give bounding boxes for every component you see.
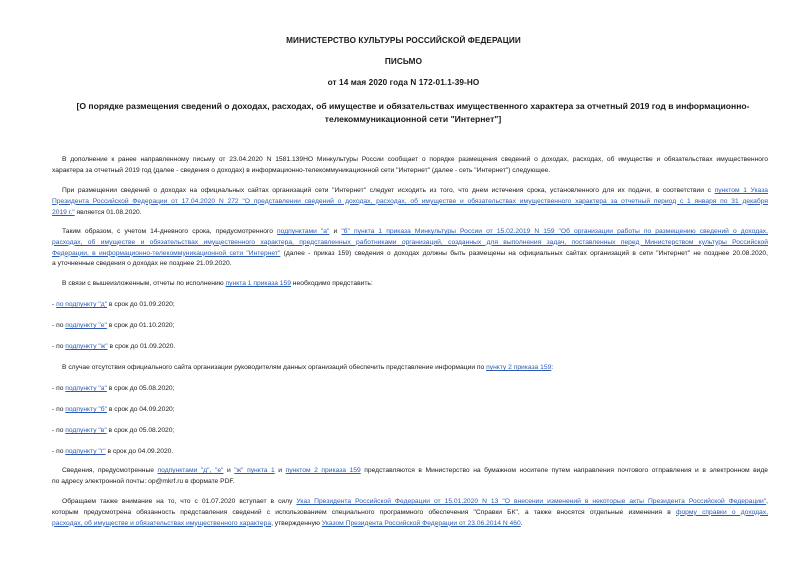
- link-ukaz-460[interactable]: Указом Президента Российской Федерации от 23.06.2014 N 460: [321, 519, 521, 527]
- link-ukaz-13[interactable]: Указ Президента Российской Федерации от 15.01.2020 N 13 "О внесении изменений в некоторые акты Президента Российской Федерации": [296, 498, 767, 505]
- list-item: [52, 447, 768, 458]
- text: представляются в Министерство на бумажном носителе путем направления почтового отправления и в электронном виде: [360, 467, 769, 474]
- text: является 01.08.2020.: [74, 208, 142, 216]
- text: - по: [52, 385, 66, 392]
- ministry-heading: МИНИСТЕРСТВО КУЛЬТУРЫ РОССИЙСКОЙ ФЕДЕРАЦИИ: [286, 36, 521, 45]
- document-date-number: от 14 мая 2020 года N 172-01.1-39-НО: [327, 78, 480, 87]
- link-subpoint-e[interactable]: подпункту "е": [65, 322, 107, 329]
- paragraph-line: по адресу электронной почты: op@mkrf.ru в формате PDF.: [52, 477, 235, 485]
- list-item-line: [52, 300, 768, 311]
- text: - по: [52, 406, 66, 413]
- paragraph-line: [52, 186, 768, 197]
- list-item-line: [52, 447, 768, 458]
- text: :: [551, 364, 554, 371]
- list-item-line: [52, 384, 768, 395]
- list-item: [52, 342, 768, 353]
- title-line: телекоммуникационной сети "Интернет"]: [324, 114, 502, 124]
- title-line: [О порядке размещения сведений о доходах, расходах, об имуществе и обязательствах имущественного характера за отчетный 2019 год в информационно-: [76, 101, 750, 111]
- link-subpoint-g[interactable]: подпункту "г": [65, 448, 106, 455]
- text: При размещении сведений о доходах на официальных сайтах организаций сети "Интернет" следует исходить из того, что днем истечения срока, установленного для их подачи, в соответствии с: [62, 187, 715, 194]
- link-ukaz-272[interactable]: Президента Российской Федерации от 17.04.2020 N 272 "О представлении сведений о доходах, расходах, об имуществе и обязательствах имущественного характера за отчетный период с 1 января по 31 декабря: [52, 197, 768, 205]
- text: в срок до 05.08.2020;: [106, 427, 175, 434]
- paragraph-deadline: [52, 186, 768, 218]
- paragraph-no-website: [52, 363, 768, 374]
- link-income-form[interactable]: форму справки о доходах,: [675, 508, 768, 516]
- link-order-159[interactable]: "б" пункта 1 приказа Минкультуры России от 15.02.2019 N 159 "Об организации работы по размещению сведений о доходах,: [341, 228, 769, 235]
- paragraph-line: [52, 238, 768, 249]
- paragraph-intro: [52, 155, 768, 177]
- link-subpoint-zh-point-1[interactable]: "ж" пункта 1: [234, 467, 275, 474]
- paragraph-order-159: [52, 227, 768, 270]
- text: Обращаем также внимание на то, что с 01.07.2020 вступает в силу: [62, 498, 297, 505]
- text: и: [274, 467, 286, 474]
- paragraph-attention: [52, 497, 768, 529]
- text: - по: [52, 427, 66, 434]
- text: в срок до 01.09.2020.: [107, 343, 176, 350]
- link-subpoint-v[interactable]: подпункту "в": [65, 427, 107, 434]
- text: и: [329, 228, 342, 235]
- text: Сведения, предусмотренные: [62, 467, 158, 474]
- text: (далее - приказ 159) сведения о доходах должны быть размещены на официальных сайтах организаций в сети "Интернет" не позднее 20.08.2020,: [280, 249, 768, 257]
- text: - по: [52, 343, 66, 350]
- link-point-1-order-159[interactable]: пункта 1 приказа 159: [225, 280, 291, 287]
- text: в срок до 04.09.2020;: [106, 406, 175, 413]
- paragraph-line: [52, 466, 768, 477]
- paragraph-line: [52, 279, 768, 290]
- text: -: [52, 301, 57, 308]
- text: в срок до 04.09.2020.: [105, 448, 174, 455]
- list-item: [52, 426, 768, 437]
- link-subpoint-d[interactable]: по подпункту "д": [56, 301, 108, 308]
- list-item: [52, 384, 768, 395]
- list-item-line: [52, 342, 768, 353]
- document-type: ПИСЬМО: [384, 57, 423, 66]
- list-item: [52, 405, 768, 416]
- list-item: [52, 300, 768, 311]
- paragraph-line: [52, 208, 768, 219]
- link-subpoint-zh[interactable]: подпункту "ж": [65, 343, 108, 350]
- text: в срок до 01.09.2020;: [107, 301, 175, 308]
- paragraph-line: [52, 519, 768, 530]
- list-item-line: [52, 405, 768, 416]
- text: необходимо представить:: [290, 280, 373, 287]
- paragraph-reports: [52, 279, 768, 290]
- link-point-2-order-159[interactable]: пункту 2 приказа 159: [486, 364, 552, 371]
- link-point-2-order-159[interactable]: пунктом 2 приказа 159: [285, 467, 361, 474]
- text: в срок до 05.08.2020;: [106, 385, 175, 392]
- list-item: [52, 321, 768, 332]
- paragraph-line: [52, 197, 768, 208]
- text: - по: [52, 448, 66, 455]
- link-ukaz-272-end[interactable]: 2019 г.": [52, 208, 75, 216]
- link-income-form-cont[interactable]: расходах, об имуществе и обязательствах имущественного характера: [52, 519, 272, 527]
- text: В случае отсутствия официального сайта организации руководителям данных организаций обеспечить представление информации по: [62, 364, 487, 371]
- paragraph-line: характера за отчетный 2019 год (далее - сведения о доходах) в информационно-телекоммуникационной сети "Интернет" (далее - сеть "Интернет") следующее.: [52, 166, 551, 174]
- document-title: [58, 100, 768, 126]
- text: в срок до 01.10.2020;: [106, 322, 175, 329]
- paragraph-line: В дополнение к ранее направленному письму от 23.04.2020 N 1581.139НО Минкультуры России сообщает о порядке размещения сведений о доходах, расходах, об имуществе и обязательствах имущественного: [62, 156, 768, 163]
- paragraph-paper-delivery: [52, 466, 768, 488]
- text: Таким образом, с учетом 14-дневного срока, предусмотренного: [62, 228, 278, 235]
- text: - по: [52, 322, 66, 329]
- text: и: [223, 467, 235, 474]
- link-subpoints-d-e[interactable]: подпунктами "д", "е": [157, 467, 224, 474]
- link-subpoint-a[interactable]: подпунктами "а": [277, 228, 330, 235]
- link-ukaz-272-point-1[interactable]: пунктом 1 Указа: [714, 187, 768, 194]
- list-item-line: [52, 321, 768, 332]
- paragraph-line: а уточненные сведения о доходах не позднее 21.09.2020.: [52, 260, 232, 268]
- link-order-159-cont[interactable]: расходах, об имуществе и обязательствах имущественного характера, представленных работниками организаций, созданных для выполнения задач, поставленных перед Министерством культуры Российской: [52, 238, 768, 246]
- paragraph-line: [52, 497, 768, 508]
- paragraph-line: [52, 508, 768, 519]
- paragraph-line: [52, 249, 768, 260]
- paragraph-line: [52, 227, 768, 238]
- link-order-159-end[interactable]: Федерации, в информационно-телекоммуникационной сети "Интернет": [52, 249, 281, 257]
- link-subpoint-b[interactable]: подпункту "б": [65, 406, 107, 413]
- text: В связи с вышеизложенным, отчеты по исполнению: [62, 280, 226, 287]
- paragraph-line: [52, 363, 768, 374]
- text: .: [520, 519, 523, 527]
- list-item-line: [52, 426, 768, 437]
- text: которым предусмотрена обязанность представления сведений с использованием специального программного обеспечения "Справки БК", а также вносятся отдельные изменения в: [52, 508, 676, 516]
- text: , утвержденную: [271, 519, 322, 527]
- link-subpoint-a[interactable]: подпункту "а": [65, 385, 107, 392]
- text: ,: [766, 498, 768, 505]
